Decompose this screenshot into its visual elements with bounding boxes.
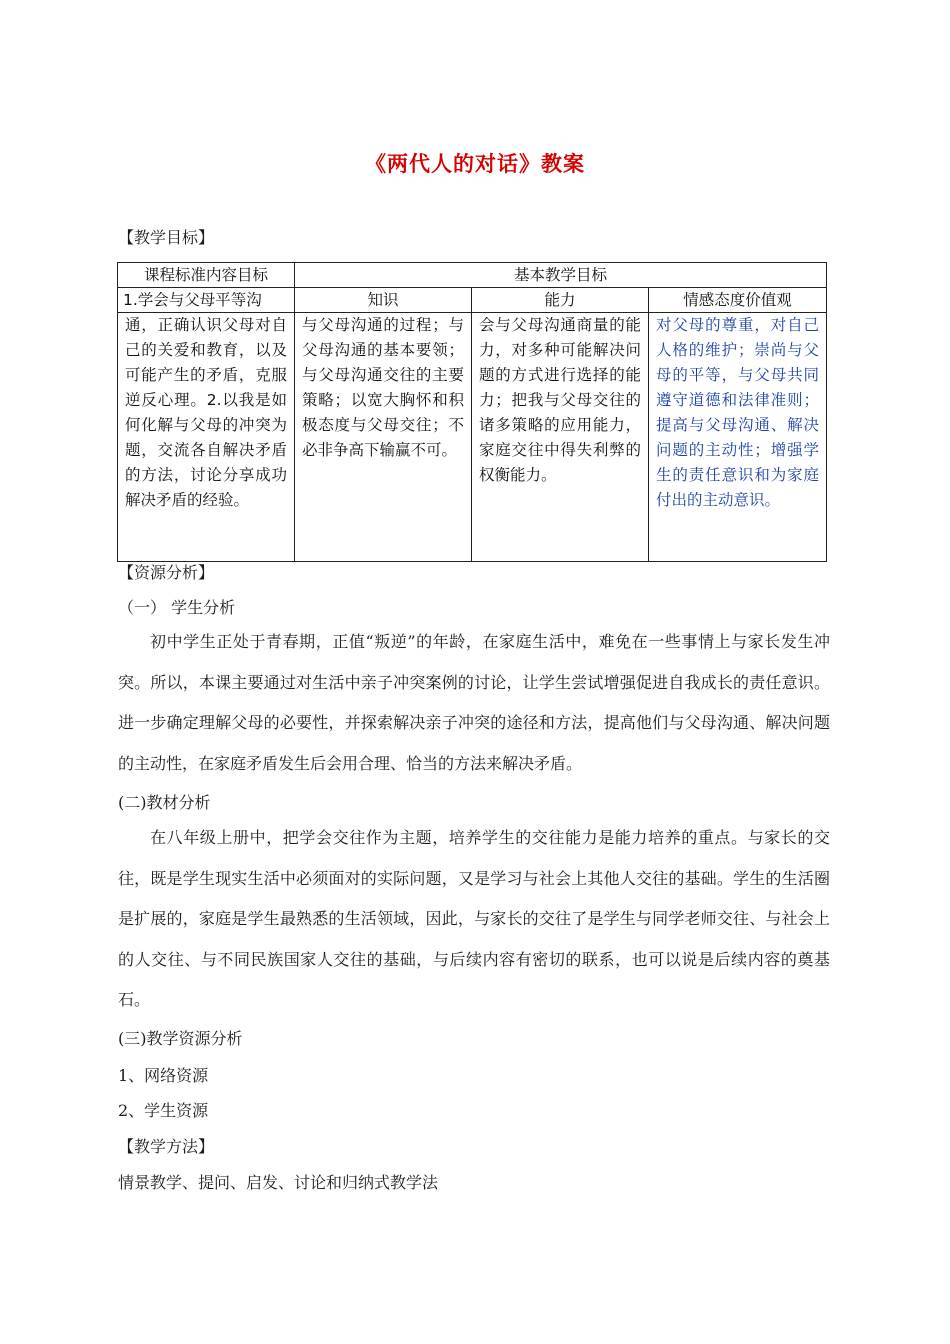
goals-table-ability-body: 会与父母沟通商量的能力，对多种可能解决问题的方式进行选择的能力；把我与父母交往的诸多策略的应用能力，家庭交往中得失利弊的权衡能力。 (472, 313, 649, 562)
textbook-analysis-text: 在八年级上册中，把学会交往作为主题，培养学生的交往能力是能力培养的重点。与家长的交往，既是学生现实生活中必须面对的实际问题，又是学习与社会上其他人交往的基础。学生的生活圈是扩展的，家庭是学生最熟悉的生活领域，因此，与家长的交往了是学生与同学老师交往、与社会上的人交往、与不同民族国家人交往的基础，与后续内容有密切的联系，也可以说是后续内容的奠基石。 (118, 828, 830, 1009)
goals-table-col1-body: 通，正确认识父母对自己的关爱和教育，以及可能产生的矛盾，克服逆反心理。2.以我是如何化解与父母的冲突为题，交流各自解决矛盾的方法，讨论分享成功解决矛盾的经验。 (118, 313, 295, 562)
goals-table-col1-header: 课程标准内容目标 (118, 263, 295, 288)
goals-table (117, 262, 827, 562)
goals-table-attitude-header: 情感态度价值观 (649, 288, 827, 313)
goals-heading: 【教学目标】 (118, 228, 215, 247)
resource-item-network: 1、网络资源 (118, 1066, 209, 1085)
student-analysis-heading: （一） 学生分析 (118, 598, 236, 617)
method-text: 情景教学、提问、启发、讨论和归纳式教学法 (118, 1173, 439, 1192)
textbook-analysis-heading: (二)教材分析 (118, 793, 211, 812)
resources-heading: 【资源分析】 (118, 563, 215, 582)
goals-table-group-header: 基本教学目标 (295, 263, 827, 288)
resource-item-students: 2、学生资源 (118, 1101, 209, 1120)
goals-table-knowledge-header: 知识 (295, 288, 472, 313)
goals-table-col1-sub: 1.学会与父母平等沟 (118, 288, 295, 313)
goals-table-ability-header: 能力 (472, 288, 649, 313)
student-analysis-text: 初中学生正处于青春期，正值“叛逆”的年龄，在家庭生活中，难免在一些事情上与家长发生冲突。所以，本课主要通过对生活中亲子冲突案例的讨论，让学生尝试增强促进自我成长的责任意识。进一步确定理解父母的必要性，并探索解决亲子冲突的途径和方法，提高他们与父母沟通、解决问题的主动性，在家庭矛盾发生后会用合理、恰当的方法来解决矛盾。 (118, 632, 830, 773)
goals-table-knowledge-body: 与父母沟通的过程；与父母沟通的基本要领；与父母沟通交往的主要策略；以宽大胸怀和积极态度与父母交往；不必非争高下输赢不可。 (295, 313, 472, 562)
goals-table-attitude-body: 对父母的尊重，对自己人格的维护；崇尚与父母的平等，与父母共同遵守道德和法律准则；提高与父母沟通、解决问题的主动性；增强学生的责任意识和为家庭付出的主动意识。 (649, 313, 827, 562)
document-title: 《两代人的对话》教案 (365, 151, 585, 176)
resource-analysis-heading: (三)教学资源分析 (118, 1029, 243, 1048)
method-heading: 【教学方法】 (118, 1137, 215, 1156)
